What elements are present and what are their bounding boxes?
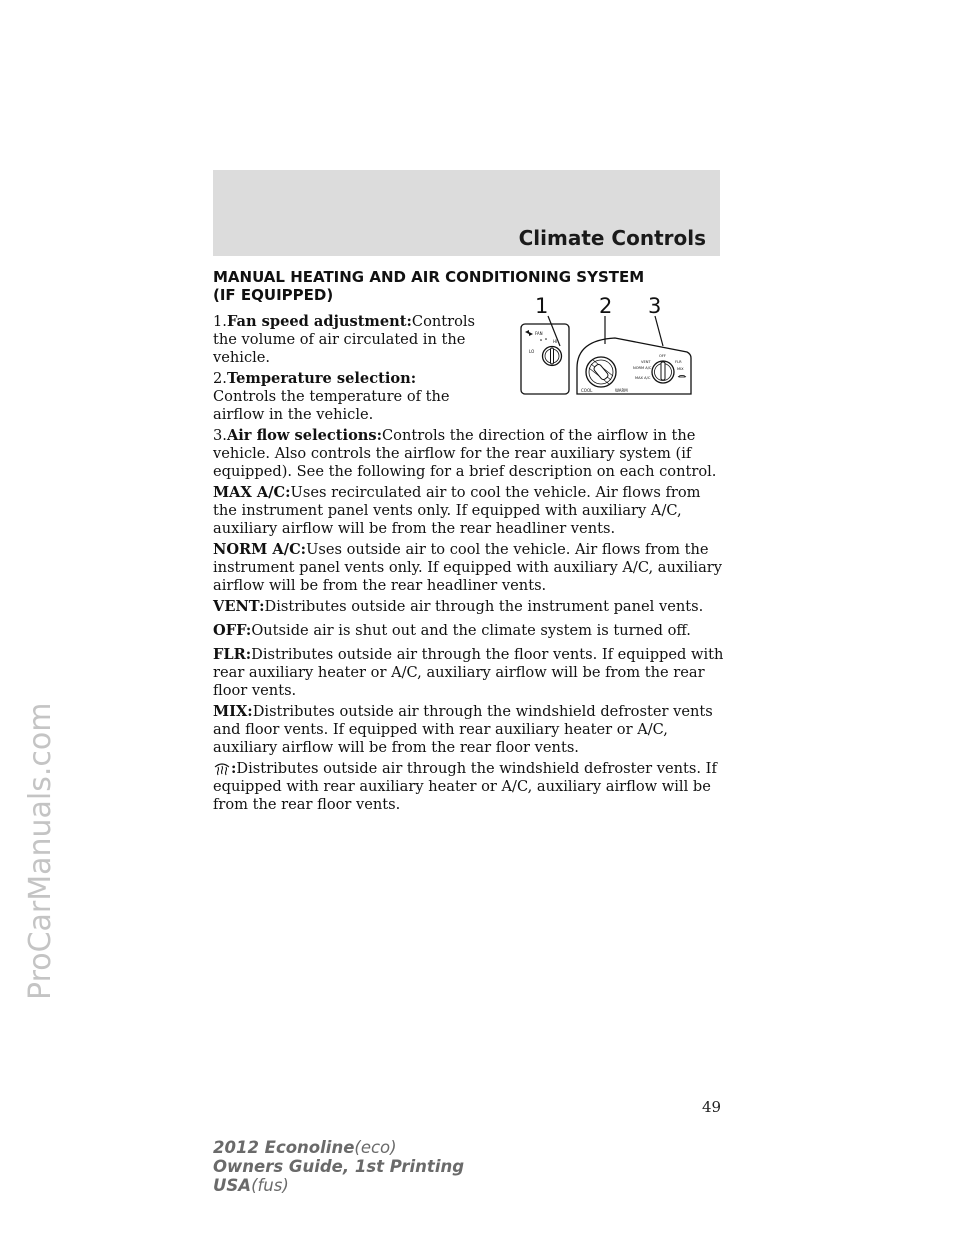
page-number: 49 [702,1098,722,1116]
item-text: Controls the direction of the airflow in the vehicle. Also controls the airflow for the rear auxiliary system (if equipped). See the following for a brief description on each control. [213,427,717,480]
mode-text: Uses outside air to cool the vehicle. Air flows from the instrument panel vents only. If equipped with auxiliary A/C, auxiliary airflow will be from the rear headliner vents. [213,541,723,594]
defrost-icon [678,375,686,378]
mode-max-label: MAX A/C [635,376,651,380]
footer-edition: Owners Guide, 1st Printing [213,1157,465,1176]
item-temperature [213,370,478,424]
heading-line-2: (IF EQUIPPED) [213,286,334,304]
callout-1: 1 [535,294,549,318]
mode-off [213,622,725,640]
fan-label: FAN [535,331,543,336]
temp-warm-label: WARM [615,388,628,393]
mode-label: OFF: [213,622,252,639]
mode-text: Distributes outside air through the instrument panel vents. [264,598,704,615]
mode-norm-label: NORM A/C [633,366,652,370]
section-title: Climate Controls [518,226,706,250]
footer-market: USA [213,1176,252,1195]
mode-vent-label: VENT [641,360,651,364]
item-fan-speed [213,313,478,367]
mode-label: FLR: [213,646,252,663]
mode-text: Distributes outside air through the windshield defroster vents. If equipped with rear auxiliary heater or A/C, auxiliary airflow will be from the rear floor vents. [213,760,717,813]
mode-knob[interactable] [652,361,674,383]
item-number: 3. [213,427,227,444]
climate-control-illustration [515,288,695,400]
footer-model-code: (eco) [354,1138,397,1157]
document-footer [213,1138,464,1195]
item-text: Controls the temperature of the airflow in the vehicle. [213,388,450,423]
item-label: Temperature selection: [226,370,417,387]
mode-label: : [231,760,237,777]
mode-flr [213,646,725,700]
item-label: Air flow selections: [226,427,383,444]
fan-icon [525,330,533,336]
watermark-text: ProCarManuals.com [23,702,58,1000]
callout-2: 2 [599,294,613,318]
mode-label: MAX A/C: [213,484,291,501]
mode-vent [213,598,725,616]
watermark [0,0,60,1242]
item-label: Fan speed adjustment: [226,313,412,330]
item-number: 1. [213,313,227,330]
mode-text: Distributes outside air through the windshield defroster vents and floor vents. If equipped with rear auxiliary heater or A/C, auxiliary airflow will be from the rear floor vents. [213,703,713,756]
fan-lo-label: LO [529,349,535,354]
temp-cool-label: COOL [581,388,593,393]
fan-hi-label: HI [553,339,558,344]
item-text: Controls the volume of air circulated in the vehicle. [213,313,476,366]
callout-3: 3 [648,294,662,318]
mode-mix-label: MIX [677,367,684,371]
mode-max-ac [213,484,725,538]
section-header [213,170,720,256]
mode-text: Outside air is shut out and the climate system is turned off. [251,622,691,639]
footer-market-code: (fus) [251,1176,289,1195]
mode-off-label: OFF [659,354,666,358]
temperature-knob[interactable] [586,357,616,387]
defrost-icon [213,762,231,776]
item-number: 2. [213,370,227,387]
mode-label: NORM A/C: [213,541,307,558]
item-air-flow [213,427,725,481]
heading-line-1: MANUAL HEATING AND AIR CONDITIONING SYSTEM [213,268,645,286]
mode-label: VENT: [213,598,265,615]
mode-flr-label: FLR [675,360,682,364]
mode-mix [213,703,725,757]
mode-text: Distributes outside air through the floor vents. If equipped with rear auxiliary heater or A/C, auxiliary airflow will be from the rear floor vents. [213,646,724,699]
footer-model: 2012 Econoline [213,1138,355,1157]
mode-text: Uses recirculated air to cool the vehicle. Air flows from the instrument panel vents only. If equipped with auxiliary A/C, auxiliary airflow will be from the rear headliner vents. [213,484,701,537]
mode-label: MIX: [213,703,253,720]
mode-norm-ac [213,541,725,595]
mode-defrost [213,760,725,814]
